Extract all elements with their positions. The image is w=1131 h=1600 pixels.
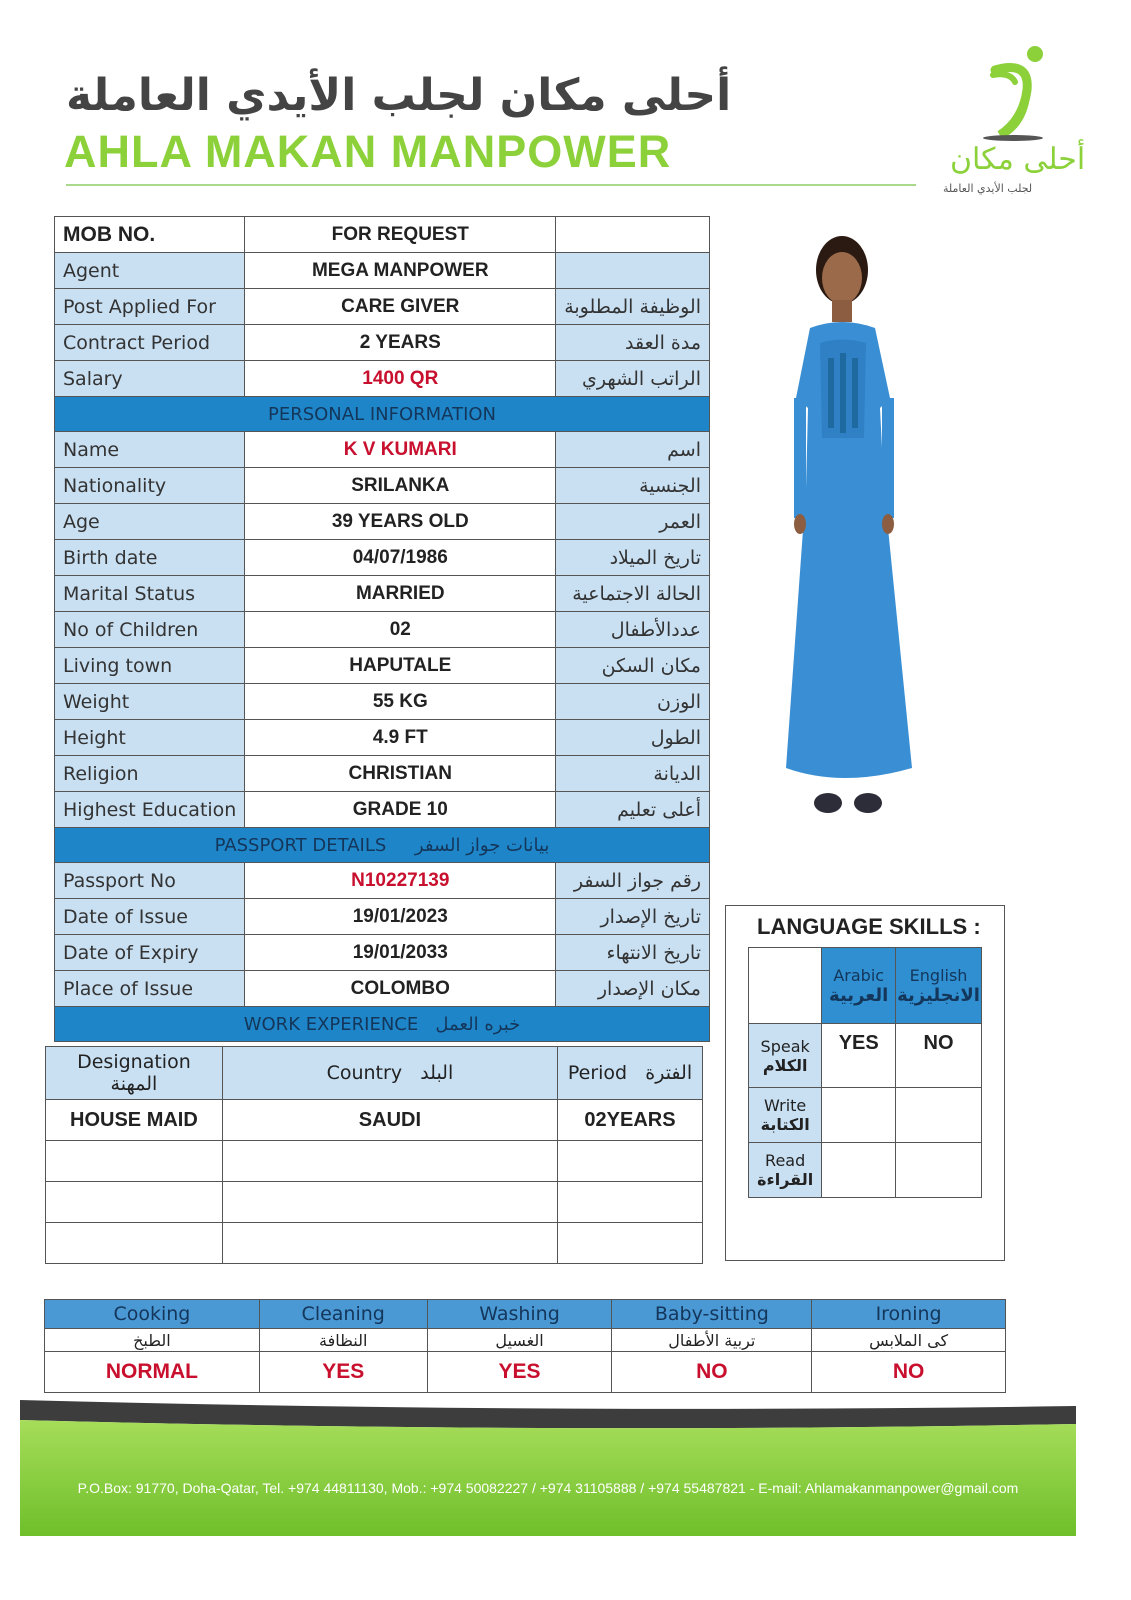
personal-row bbox=[55, 684, 710, 720]
country-header-en: Country bbox=[326, 1062, 403, 1084]
read-arabic-value bbox=[822, 1143, 896, 1198]
personal-row bbox=[55, 540, 710, 576]
country-header bbox=[222, 1047, 557, 1100]
empty-cell bbox=[222, 1223, 557, 1264]
personal-row bbox=[55, 432, 710, 468]
designation-header bbox=[46, 1047, 223, 1100]
personal-label: Religion bbox=[55, 756, 245, 792]
english-header-ar: الانجليزية bbox=[897, 984, 980, 1006]
read-row bbox=[749, 1143, 982, 1198]
write-label-ar: الكتابة bbox=[760, 1115, 810, 1134]
passport-title-en: PASSPORT DETAILS bbox=[214, 834, 387, 856]
read-label-ar: القراءة bbox=[757, 1170, 814, 1189]
skill-header: Baby-sitting bbox=[612, 1300, 812, 1329]
personal-label: Weight bbox=[55, 684, 245, 720]
personal-arabic: الجنسية bbox=[556, 468, 710, 504]
personal-row bbox=[55, 576, 710, 612]
agent-value: MEGA MANPOWER bbox=[245, 253, 556, 289]
passport-label: Date of Expiry bbox=[55, 935, 245, 971]
period-header bbox=[558, 1047, 703, 1100]
work-row bbox=[46, 1100, 703, 1141]
read-english-value bbox=[896, 1143, 982, 1198]
write-label bbox=[749, 1088, 822, 1143]
skills-value-row bbox=[45, 1352, 1006, 1393]
personal-arabic: العمر bbox=[556, 504, 710, 540]
salary-value: 1400 QR bbox=[245, 361, 556, 397]
period-header-ar: الفترة bbox=[645, 1062, 693, 1084]
work-title-ar: خبره العمل bbox=[435, 1013, 521, 1035]
personal-value: SRILANKA bbox=[245, 468, 556, 504]
personal-label: Height bbox=[55, 720, 245, 756]
contract-label: Contract Period bbox=[55, 325, 245, 361]
passport-label: Place of Issue bbox=[55, 971, 245, 1007]
empty-cell bbox=[46, 1223, 223, 1264]
work-period: 02YEARS bbox=[558, 1100, 703, 1141]
speak-label-en: Speak bbox=[760, 1036, 810, 1056]
contract-arabic: مدة العقد bbox=[556, 325, 710, 361]
passport-value: N10227139 bbox=[245, 863, 556, 899]
empty-cell bbox=[222, 1182, 557, 1223]
skills-arabic-row bbox=[45, 1329, 1006, 1352]
passport-arabic: رقم جواز السفر bbox=[556, 863, 710, 899]
personal-value: CHRISTIAN bbox=[245, 756, 556, 792]
write-label-en: Write bbox=[764, 1096, 807, 1115]
arabic-header-en: Arabic bbox=[833, 965, 885, 985]
personal-label: Birth date bbox=[55, 540, 245, 576]
passport-value: 19/01/2023 bbox=[245, 899, 556, 935]
contract-value: 2 YEARS bbox=[245, 325, 556, 361]
empty-cell bbox=[558, 1182, 703, 1223]
passport-section-title bbox=[55, 828, 710, 863]
read-label-en: Read bbox=[765, 1151, 806, 1170]
personal-arabic: مكان السكن bbox=[556, 648, 710, 684]
agent-arabic bbox=[556, 253, 710, 289]
mob-empty bbox=[556, 217, 710, 253]
empty-cell bbox=[222, 1141, 557, 1182]
work-section-header bbox=[55, 1007, 710, 1042]
personal-value: 02 bbox=[245, 612, 556, 648]
candidate-photo bbox=[780, 228, 920, 818]
passport-row bbox=[55, 899, 710, 935]
language-header-row bbox=[749, 948, 982, 1024]
passport-arabic: تاريخ الإصدار bbox=[556, 899, 710, 935]
personal-arabic: الوزن bbox=[556, 684, 710, 720]
personal-value: MARRIED bbox=[245, 576, 556, 612]
skill-value: NO bbox=[612, 1352, 812, 1393]
passport-title-ar: بيانات جواز السفر bbox=[414, 834, 550, 856]
speak-label-ar: الكلام bbox=[762, 1055, 808, 1075]
salary-row bbox=[55, 361, 710, 397]
personal-value: 04/07/1986 bbox=[245, 540, 556, 576]
personal-value: 39 YEARS OLD bbox=[245, 504, 556, 540]
empty-cell bbox=[558, 1223, 703, 1264]
personal-label: Name bbox=[55, 432, 245, 468]
personal-arabic: تاريخ الميلاد bbox=[556, 540, 710, 576]
personal-row bbox=[55, 648, 710, 684]
work-designation: HOUSE MAID bbox=[46, 1100, 223, 1141]
read-label bbox=[749, 1143, 822, 1198]
arabic-header-ar: العربية bbox=[829, 984, 889, 1006]
personal-value: K V KUMARI bbox=[245, 432, 556, 468]
logo-subtitle-arabic: لجلب الأيدي العاملة bbox=[943, 182, 1033, 195]
designation-header-en: Designation bbox=[77, 1051, 191, 1073]
passport-label: Date of Issue bbox=[55, 899, 245, 935]
personal-value: GRADE 10 bbox=[245, 792, 556, 828]
skills-table bbox=[44, 1299, 1006, 1393]
empty-cell bbox=[558, 1141, 703, 1182]
passport-row bbox=[55, 971, 710, 1007]
personal-value: HAPUTALE bbox=[245, 648, 556, 684]
personal-row bbox=[55, 504, 710, 540]
speak-row bbox=[749, 1024, 982, 1088]
work-experience-table bbox=[45, 1046, 703, 1264]
speak-label bbox=[749, 1024, 822, 1088]
work-row-empty bbox=[46, 1182, 703, 1223]
mob-row bbox=[55, 217, 710, 253]
personal-value: 4.9 FT bbox=[245, 720, 556, 756]
agent-row bbox=[55, 253, 710, 289]
write-english-value bbox=[896, 1088, 982, 1143]
personal-section-header bbox=[55, 397, 710, 432]
passport-row bbox=[55, 935, 710, 971]
passport-label: Passport No bbox=[55, 863, 245, 899]
country-header-ar: البلد bbox=[420, 1062, 454, 1084]
personal-label: Age bbox=[55, 504, 245, 540]
skill-header-ar: تربية الأطفال bbox=[612, 1329, 812, 1352]
passport-row bbox=[55, 863, 710, 899]
skill-header: Cooking bbox=[45, 1300, 260, 1329]
passport-arabic: تاريخ الانتهاء bbox=[556, 935, 710, 971]
personal-row bbox=[55, 792, 710, 828]
personal-arabic: الحالة الاجتماعية bbox=[556, 576, 710, 612]
speak-arabic-value: YES bbox=[822, 1024, 896, 1088]
personal-row bbox=[55, 612, 710, 648]
skill-value: NO bbox=[812, 1352, 1006, 1393]
work-row-empty bbox=[46, 1141, 703, 1182]
passport-arabic: مكان الإصدار bbox=[556, 971, 710, 1007]
personal-section-title: PERSONAL INFORMATION bbox=[55, 397, 710, 432]
footer-banner bbox=[20, 1400, 1076, 1536]
post-value: CARE GIVER bbox=[245, 289, 556, 325]
speak-english-value: NO bbox=[896, 1024, 982, 1088]
personal-row bbox=[55, 720, 710, 756]
skills-header-row bbox=[45, 1300, 1006, 1329]
write-arabic-value bbox=[822, 1088, 896, 1143]
write-row bbox=[749, 1088, 982, 1143]
work-country: SAUDI bbox=[222, 1100, 557, 1141]
language-corner bbox=[749, 948, 822, 1024]
language-table bbox=[748, 947, 982, 1198]
personal-label: Living town bbox=[55, 648, 245, 684]
english-header bbox=[896, 948, 982, 1024]
personal-label: Nationality bbox=[55, 468, 245, 504]
skill-header-ar: الغسيل bbox=[427, 1329, 612, 1352]
personal-label: Highest Education bbox=[55, 792, 245, 828]
skill-header-ar: کی الملابس bbox=[812, 1329, 1006, 1352]
personal-label: Marital Status bbox=[55, 576, 245, 612]
post-arabic: الوظيفة المطلوبة bbox=[556, 289, 710, 325]
skill-header: Cleaning bbox=[259, 1300, 427, 1329]
mob-label: MOB NO. bbox=[55, 217, 245, 253]
language-skills-title: LANGUAGE SKILLS : bbox=[757, 914, 981, 939]
work-title-en: WORK EXPERIENCE bbox=[243, 1013, 419, 1035]
company-name-arabic: أحلى مكان لجلب الأيدي العاملة bbox=[66, 70, 732, 121]
footer-contact: P.O.Box: 91770, Doha-Qatar, Tel. +974 44811130, Mob.: +974 50082227 / +974 31105888 / +974 55487821 - E-mail: Ahlamakanmanpower@gmail.com bbox=[77, 1480, 1019, 1496]
personal-arabic: الديانة bbox=[556, 756, 710, 792]
skill-value: NORMAL bbox=[45, 1352, 260, 1393]
personal-row bbox=[55, 756, 710, 792]
mob-value: FOR REQUEST bbox=[245, 217, 556, 253]
company-name-english: AHLA MAKAN MANPOWER bbox=[64, 126, 672, 177]
skill-header: Ironing bbox=[812, 1300, 1006, 1329]
period-header-en: Period bbox=[567, 1062, 628, 1084]
empty-cell bbox=[46, 1141, 223, 1182]
english-header-en: English bbox=[909, 965, 968, 985]
personal-value: 55 KG bbox=[245, 684, 556, 720]
header-divider bbox=[66, 184, 916, 186]
work-header-row bbox=[46, 1047, 703, 1100]
passport-value: 19/01/2033 bbox=[245, 935, 556, 971]
post-row bbox=[55, 289, 710, 325]
skill-value: YES bbox=[427, 1352, 612, 1393]
work-section-title bbox=[55, 1007, 710, 1042]
personal-arabic: أعلى تعليم bbox=[556, 792, 710, 828]
personal-row bbox=[55, 468, 710, 504]
top-info-table bbox=[54, 216, 710, 1042]
empty-cell bbox=[46, 1182, 223, 1223]
passport-section-header bbox=[55, 828, 710, 863]
salary-label: Salary bbox=[55, 361, 245, 397]
skill-header-ar: النظافة bbox=[259, 1329, 427, 1352]
personal-arabic: عددالأطفال bbox=[556, 612, 710, 648]
work-row-empty bbox=[46, 1223, 703, 1264]
agent-label: Agent bbox=[55, 253, 245, 289]
passport-value: COLOMBO bbox=[245, 971, 556, 1007]
personal-arabic: اسم bbox=[556, 432, 710, 468]
arabic-header bbox=[822, 948, 896, 1024]
personal-label: No of Children bbox=[55, 612, 245, 648]
skill-header: Washing bbox=[427, 1300, 612, 1329]
personal-arabic: الطول bbox=[556, 720, 710, 756]
designation-header-ar: المهنة bbox=[110, 1073, 158, 1095]
skill-value: YES bbox=[259, 1352, 427, 1393]
salary-arabic: الراتب الشهري bbox=[556, 361, 710, 397]
post-label: Post Applied For bbox=[55, 289, 245, 325]
logo-text-arabic: أحلى مكان bbox=[950, 142, 1086, 177]
contract-row bbox=[55, 325, 710, 361]
skill-header-ar: الطبخ bbox=[45, 1329, 260, 1352]
